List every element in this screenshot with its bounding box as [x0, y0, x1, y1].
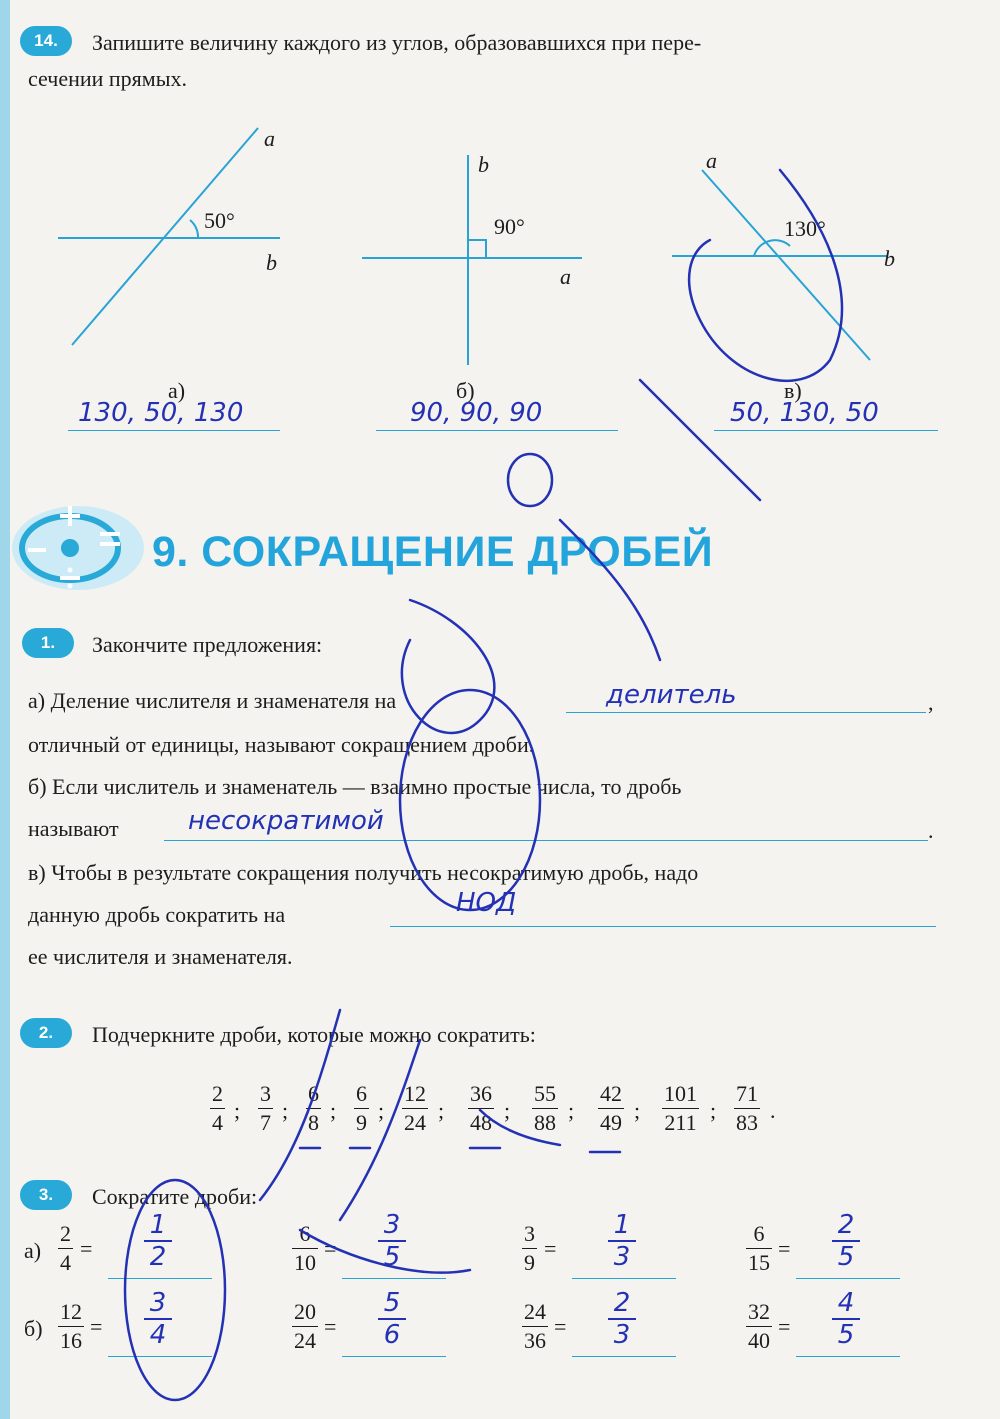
- fraction-separator: .: [770, 1098, 776, 1123]
- equals-sign: =: [778, 1314, 791, 1339]
- diagram-a-angle: 50°: [204, 208, 235, 233]
- fraction-denominator: 49: [600, 1110, 622, 1135]
- diagram-a-label-line-b: b: [266, 250, 277, 275]
- fraction-denominator: 8: [308, 1110, 319, 1135]
- fraction-numerator: 6: [356, 1081, 367, 1106]
- fraction-numerator: 36: [470, 1081, 492, 1106]
- fraction-denominator: 24: [294, 1328, 316, 1353]
- fraction-denominator: 9: [356, 1110, 367, 1135]
- task-1-heading: Закончите предложения:: [92, 632, 323, 657]
- section-title: 9. СОКРАЩЕНИЕ ДРОБЕЙ: [152, 528, 714, 576]
- task-14-badge: 14.: [20, 26, 72, 56]
- answer-denominator: 5: [383, 1242, 401, 1272]
- equals-sign: =: [554, 1314, 567, 1339]
- task-1a-answer: делитель: [606, 680, 737, 710]
- fraction-numerator: 3: [524, 1221, 535, 1246]
- task-3-badge: 3.: [20, 1180, 72, 1210]
- equals-sign: =: [778, 1236, 791, 1261]
- fraction-denominator: 83: [736, 1110, 758, 1135]
- answer-numerator: 5: [383, 1288, 401, 1318]
- fraction-numerator: 101: [664, 1081, 697, 1106]
- fraction-separator: ;: [568, 1098, 575, 1123]
- diagram-a-caption: а): [168, 378, 186, 403]
- diagram-a-label-line-a: a: [264, 126, 275, 151]
- answer-denominator: 2: [149, 1242, 167, 1272]
- answer-denominator: 4: [149, 1320, 167, 1350]
- fraction-denominator: 15: [748, 1250, 770, 1275]
- task-1a-line1: а) Деление числителя и знаменателя на: [28, 688, 397, 713]
- equals-sign: =: [324, 1314, 337, 1339]
- task-2-heading: Подчеркните дроби, которые можно сократить:: [92, 1022, 536, 1047]
- fraction-numerator: 12: [404, 1081, 426, 1106]
- fraction-separator: ;: [438, 1098, 445, 1123]
- diagram-c-caption: в): [784, 378, 802, 403]
- fraction-numerator: 6: [299, 1221, 311, 1246]
- fraction-denominator: 40: [748, 1328, 770, 1353]
- answer-denominator: 3: [613, 1320, 631, 1350]
- answer-numerator: 3: [149, 1288, 167, 1318]
- equals-sign: =: [324, 1236, 337, 1261]
- fraction-numerator: 55: [534, 1081, 556, 1106]
- fraction-numerator: 2: [212, 1081, 223, 1106]
- fraction-denominator: 88: [534, 1110, 556, 1135]
- fraction-numerator: 32: [748, 1299, 770, 1324]
- fraction-denominator: 48: [470, 1110, 492, 1135]
- task-1c-line3: ее числителя и знаменателя.: [28, 944, 293, 969]
- fraction-numerator: 6: [308, 1081, 319, 1106]
- task-1b-answer: несократимой: [188, 806, 384, 836]
- fraction-denominator: 4: [60, 1250, 71, 1275]
- answer-denominator: 5: [837, 1320, 855, 1350]
- fraction-separator: ;: [634, 1098, 641, 1123]
- answer-numerator: 3: [383, 1210, 401, 1240]
- answer-numerator: 2: [613, 1288, 631, 1318]
- task-1b-line2: называют: [28, 816, 119, 841]
- fraction-denominator: 9: [524, 1250, 535, 1275]
- fraction-denominator: 16: [60, 1328, 82, 1353]
- answer-numerator: 4: [837, 1288, 855, 1318]
- fraction-separator: ;: [710, 1098, 717, 1123]
- fraction-numerator: 6: [753, 1221, 765, 1246]
- diagram-c-label-line-b: b: [884, 246, 895, 271]
- equals-sign: =: [80, 1236, 93, 1261]
- equals-sign: =: [90, 1314, 103, 1339]
- diagram-b-answer: 90, 90, 90: [410, 398, 543, 428]
- fraction-denominator: 24: [404, 1110, 426, 1135]
- diagram-c-angle: 130°: [784, 216, 826, 241]
- fraction-numerator: 42: [600, 1081, 622, 1106]
- diagram-c-label-line-a: a: [706, 148, 717, 173]
- fraction-separator: ;: [504, 1098, 511, 1123]
- fraction-numerator: 20: [294, 1299, 316, 1324]
- fraction-separator: ;: [282, 1098, 289, 1123]
- fraction-separator: ;: [378, 1098, 385, 1123]
- task-1-badge: 1.: [22, 628, 74, 658]
- fraction-separator: ;: [234, 1098, 241, 1123]
- task-1b-period: .: [928, 818, 934, 843]
- task-3-heading: Сократите дроби:: [92, 1184, 258, 1209]
- task-1c-line2: данную дробь сократить на: [28, 902, 286, 927]
- answer-numerator: 2: [837, 1210, 855, 1240]
- answer-denominator: 5: [837, 1242, 855, 1272]
- task-14-text-line1: Запишите величину каждого из углов, образовавшихся при пере-: [92, 30, 702, 55]
- task-1a-line2: отличный от единицы, называют сокращением дроби.: [28, 732, 535, 757]
- task-1c-line1: в) Чтобы в результате сокращения получить несократимую дробь, надо: [28, 860, 699, 885]
- fraction-denominator: 7: [260, 1110, 271, 1135]
- fraction-denominator: 211: [664, 1110, 697, 1135]
- fraction-separator: ;: [330, 1098, 337, 1123]
- fraction-numerator: 24: [524, 1299, 546, 1324]
- diagram-c-answer: 50, 130, 50: [730, 398, 879, 428]
- fraction-numerator: 71: [736, 1081, 758, 1106]
- diagram-b-label-line-b: b: [478, 152, 489, 177]
- answer-numerator: 1: [149, 1210, 167, 1240]
- fraction-denominator: 10: [294, 1250, 316, 1275]
- answer-numerator: 1: [613, 1210, 631, 1240]
- task-2-badge: 2.: [20, 1018, 72, 1048]
- answer-denominator: 6: [383, 1320, 401, 1350]
- fraction-numerator: 12: [60, 1299, 82, 1324]
- answer-denominator: 3: [613, 1242, 631, 1272]
- fraction-numerator: 3: [260, 1081, 271, 1106]
- task-3-row-a-label: а): [24, 1238, 42, 1263]
- equals-sign: =: [544, 1236, 557, 1261]
- fraction-numerator: 2: [60, 1221, 71, 1246]
- task-14-text-line2: сечении прямых.: [28, 66, 187, 91]
- task-1b-line1: б) Если числитель и знаменатель — взаимно простые числа, то дробь: [28, 774, 682, 799]
- diagram-b-caption: б): [456, 378, 475, 403]
- diagram-b-angle: 90°: [494, 214, 525, 239]
- task-3-row-b-label: б): [24, 1316, 43, 1341]
- task-1c-answer: НОД: [456, 888, 517, 918]
- fraction-denominator: 36: [524, 1328, 546, 1353]
- task-1a-comma: ,: [928, 690, 934, 715]
- diagram-a-answer: 130, 50, 130: [78, 398, 244, 428]
- fraction-denominator: 4: [212, 1110, 223, 1135]
- diagram-b-label-line-a: a: [560, 264, 571, 289]
